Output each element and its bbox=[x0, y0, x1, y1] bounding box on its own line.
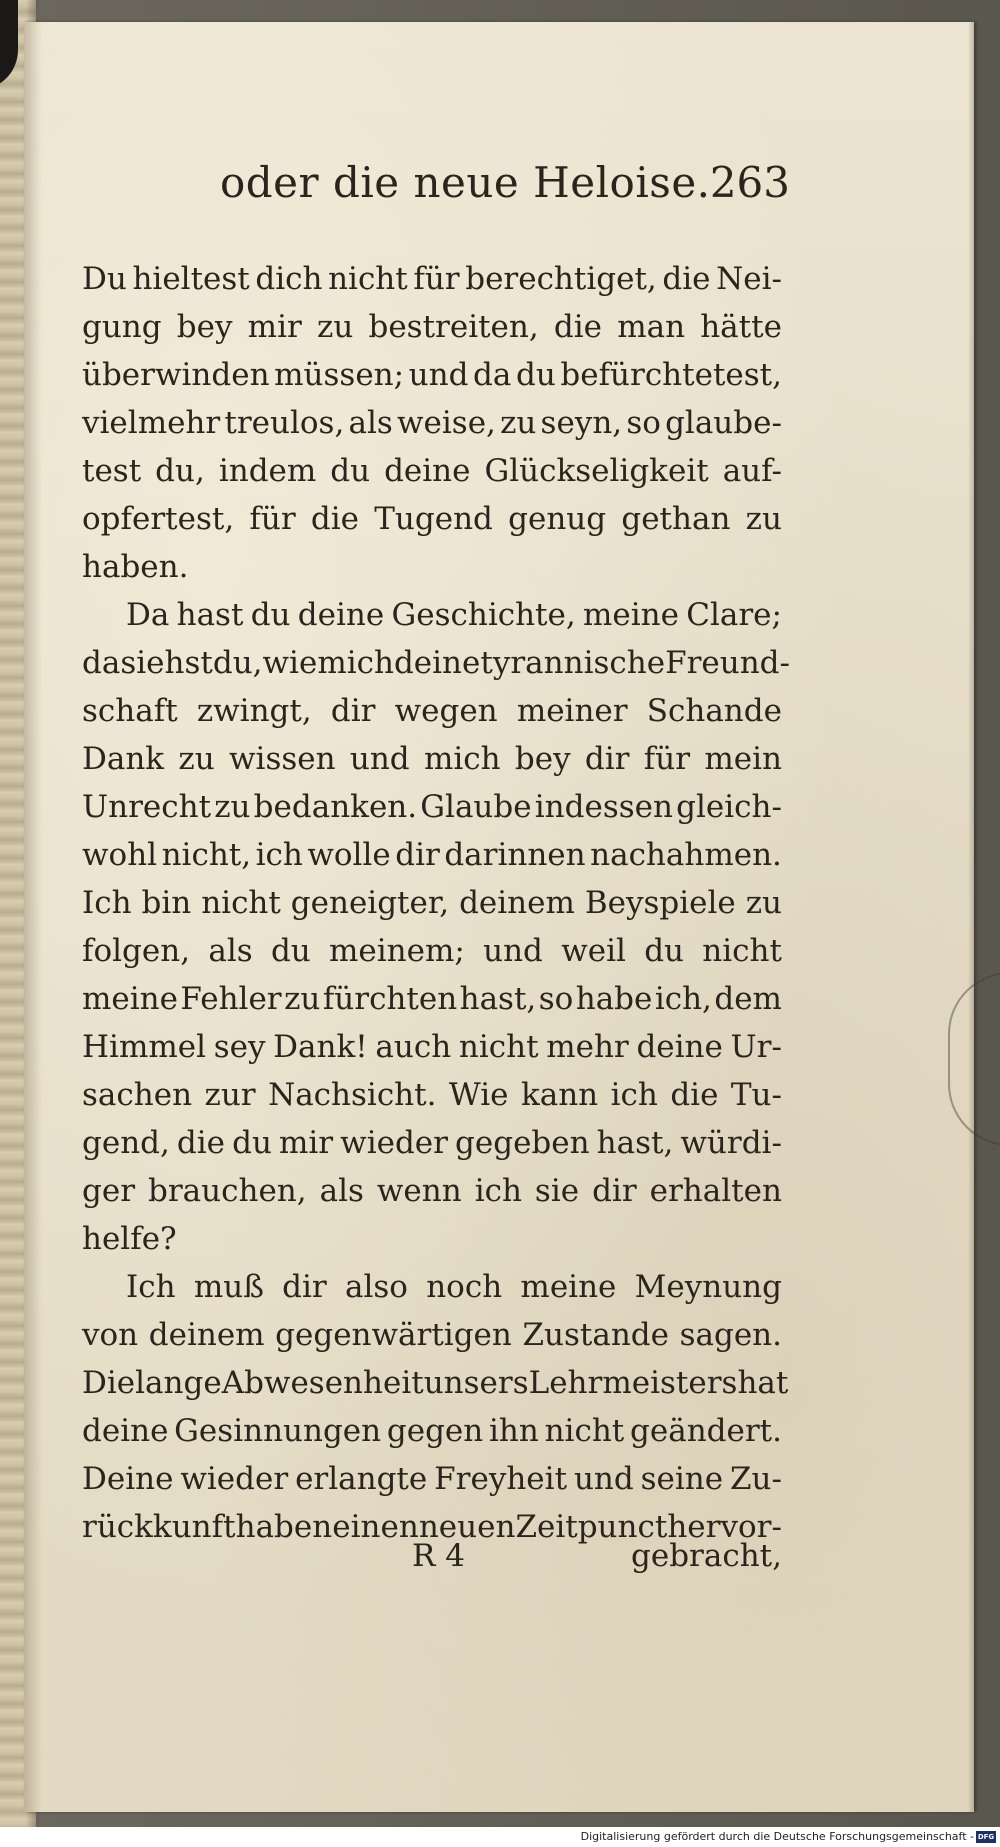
word: hast, bbox=[596, 1125, 674, 1161]
word: Gesinnungen bbox=[174, 1413, 382, 1449]
text-line bbox=[82, 351, 782, 399]
word: lange bbox=[135, 1365, 222, 1401]
word: vielmehr bbox=[82, 405, 221, 441]
text-line bbox=[82, 255, 782, 303]
word: zu bbox=[214, 789, 251, 825]
word: gleich- bbox=[676, 789, 782, 825]
word: wolle bbox=[307, 837, 391, 873]
word: zwingt, bbox=[196, 693, 312, 729]
text-line bbox=[82, 591, 782, 639]
word: Wie bbox=[448, 1077, 509, 1113]
word: haben bbox=[235, 1509, 333, 1545]
word: für bbox=[249, 501, 296, 537]
word: berechtiget, bbox=[465, 261, 657, 297]
word: dir bbox=[330, 693, 376, 729]
word: sie bbox=[534, 1173, 580, 1209]
word: dir bbox=[282, 1269, 327, 1305]
word: ger bbox=[82, 1173, 136, 1209]
word: fürchten bbox=[322, 981, 458, 1017]
text-line bbox=[82, 399, 782, 447]
show-through-mark bbox=[948, 972, 1000, 1146]
word: wieder bbox=[180, 1461, 289, 1497]
word: erhalten bbox=[649, 1173, 782, 1209]
word: und bbox=[483, 933, 543, 969]
word: Dank bbox=[82, 741, 165, 777]
text-line bbox=[82, 639, 791, 687]
word: zur bbox=[204, 1077, 256, 1113]
word: siehst bbox=[120, 645, 213, 681]
word: Zu- bbox=[730, 1461, 782, 1497]
word: Clare; bbox=[686, 597, 782, 633]
word: die bbox=[176, 1125, 226, 1161]
word: bey bbox=[514, 741, 571, 777]
word: bin bbox=[141, 885, 192, 921]
word: mir bbox=[278, 1125, 334, 1161]
word: bey bbox=[176, 309, 233, 345]
word: Schande bbox=[646, 693, 782, 729]
word: wieder bbox=[340, 1125, 448, 1161]
word: Nachsicht. bbox=[268, 1077, 437, 1113]
digitization-credit: Digitalisierung gefördert durch die Deutsche Forschungsgemeinschaft - bbox=[580, 1830, 974, 1843]
word: sagen. bbox=[679, 1317, 782, 1353]
catchword: gebracht, bbox=[631, 1538, 782, 1574]
digitization-credit-bar bbox=[0, 1827, 1000, 1847]
word: hat bbox=[737, 1365, 789, 1401]
word: zu bbox=[745, 501, 782, 537]
word: hervor- bbox=[667, 1509, 782, 1545]
word: Fehler bbox=[180, 981, 282, 1017]
word: meinem; bbox=[329, 933, 465, 969]
word: test bbox=[82, 453, 142, 489]
word: Abwesenheit bbox=[221, 1365, 424, 1401]
word: dir bbox=[584, 741, 630, 777]
page-header bbox=[220, 158, 790, 218]
word: rückkunft bbox=[82, 1509, 236, 1545]
word: du bbox=[330, 453, 371, 489]
word: überwinden bbox=[82, 357, 270, 393]
word: Deine bbox=[82, 1461, 174, 1497]
text-line bbox=[82, 1407, 782, 1455]
word: die bbox=[670, 1077, 719, 1113]
word: befürchtetest, bbox=[560, 357, 782, 393]
word: mir bbox=[247, 309, 302, 345]
text-line bbox=[82, 1263, 782, 1311]
word: dich bbox=[255, 261, 323, 297]
text-line bbox=[82, 1167, 782, 1215]
dfg-logo: DFG bbox=[977, 1833, 995, 1841]
signature-mark: R 4 bbox=[412, 1538, 465, 1574]
word: deine bbox=[82, 1413, 169, 1449]
word: so bbox=[538, 981, 574, 1017]
word: genug bbox=[508, 501, 607, 537]
word: bedanken. bbox=[253, 789, 418, 825]
word: treulos, bbox=[224, 405, 345, 441]
word: ihn bbox=[488, 1413, 539, 1449]
word: wohl bbox=[82, 837, 158, 873]
word: deine bbox=[393, 645, 481, 681]
word: Meynung bbox=[634, 1269, 782, 1305]
word: gung bbox=[82, 309, 162, 345]
word: Du bbox=[82, 261, 127, 297]
word: dem bbox=[714, 981, 782, 1017]
word: zu bbox=[500, 405, 537, 441]
word: du bbox=[250, 597, 291, 633]
word: meine bbox=[520, 1269, 617, 1305]
word: unsers bbox=[423, 1365, 529, 1401]
word: da bbox=[473, 357, 512, 393]
word: nicht bbox=[201, 885, 281, 921]
word: meiner bbox=[516, 693, 628, 729]
word: zu bbox=[316, 309, 354, 345]
word: Freyheit bbox=[434, 1461, 568, 1497]
word: Tugend bbox=[374, 501, 493, 537]
word: zu bbox=[178, 741, 215, 777]
word: und bbox=[408, 357, 469, 393]
word: Zeitpunct bbox=[515, 1509, 668, 1545]
word: Zustande bbox=[522, 1317, 669, 1353]
word: glaube- bbox=[665, 405, 782, 441]
text-line bbox=[82, 735, 782, 783]
word: wissen bbox=[229, 741, 336, 777]
word: nicht bbox=[328, 261, 408, 297]
word: Beyspiele bbox=[584, 885, 736, 921]
text-line bbox=[82, 1359, 789, 1407]
word: Geschichte, bbox=[391, 597, 576, 633]
word: kann bbox=[520, 1077, 599, 1113]
text-line bbox=[82, 447, 782, 495]
word: als bbox=[208, 933, 253, 969]
word: indem bbox=[218, 453, 317, 489]
word: gethan bbox=[621, 501, 731, 537]
word: indessen bbox=[534, 789, 673, 825]
word: Glückseligkeit bbox=[484, 453, 709, 489]
text-line bbox=[82, 831, 782, 879]
word: hätte bbox=[700, 309, 782, 345]
word: also bbox=[344, 1269, 408, 1305]
text-line bbox=[82, 1071, 782, 1119]
word: Freund- bbox=[665, 645, 791, 681]
word: hast, bbox=[459, 981, 537, 1017]
word: Tu- bbox=[730, 1077, 782, 1113]
word: deinem bbox=[148, 1317, 265, 1353]
word: Die bbox=[82, 1365, 136, 1401]
word: nicht bbox=[702, 933, 782, 969]
word: Da bbox=[126, 597, 170, 633]
word: schaft bbox=[82, 693, 178, 729]
word: helfe? bbox=[82, 1221, 177, 1257]
page-edge-shadow bbox=[968, 22, 974, 1812]
word: geändert. bbox=[630, 1413, 782, 1449]
word: du bbox=[515, 357, 556, 393]
running-title: oder die neue Heloise. bbox=[220, 158, 711, 207]
word: müssen; bbox=[274, 357, 405, 393]
word: nicht, bbox=[161, 837, 252, 873]
word: meine bbox=[582, 597, 679, 633]
word: für bbox=[643, 741, 691, 777]
word: deine bbox=[636, 1029, 723, 1065]
text-line bbox=[82, 543, 782, 591]
word: noch bbox=[426, 1269, 503, 1305]
word: Dank! bbox=[273, 1029, 368, 1065]
word: Unrecht bbox=[82, 789, 212, 825]
word: sachen bbox=[82, 1077, 193, 1113]
text-line bbox=[82, 927, 782, 975]
text-line bbox=[82, 783, 782, 831]
word: weil bbox=[561, 933, 626, 969]
word: Ur- bbox=[730, 1029, 782, 1065]
word: Ich bbox=[126, 1269, 176, 1305]
word: einen bbox=[332, 1509, 419, 1545]
word: habe bbox=[575, 981, 653, 1017]
word: deine bbox=[297, 597, 385, 633]
word: dir bbox=[395, 837, 440, 873]
word: du bbox=[270, 933, 311, 969]
text-line bbox=[82, 1119, 782, 1167]
word: von bbox=[82, 1317, 139, 1353]
word: du, bbox=[212, 645, 263, 681]
word: haben. bbox=[82, 549, 189, 585]
word: darinnen bbox=[444, 837, 586, 873]
word: ich bbox=[610, 1077, 658, 1113]
word: nicht bbox=[458, 1029, 539, 1065]
word: zu bbox=[284, 981, 321, 1017]
word: und bbox=[349, 741, 410, 777]
page-footer bbox=[82, 1532, 782, 1582]
text-line bbox=[82, 495, 782, 543]
word: seine bbox=[640, 1461, 724, 1497]
word: mich bbox=[423, 741, 501, 777]
word: weise, bbox=[396, 405, 496, 441]
word: mein bbox=[704, 741, 782, 777]
word: Glaube bbox=[420, 789, 532, 825]
word: geneigter, bbox=[290, 885, 450, 921]
word: für bbox=[413, 261, 460, 297]
page-number: 263 bbox=[709, 158, 790, 207]
word: die bbox=[553, 309, 603, 345]
word: erlangte bbox=[295, 1461, 428, 1497]
word: würdi- bbox=[680, 1125, 782, 1161]
word: neuen bbox=[418, 1509, 516, 1545]
word: muß bbox=[193, 1269, 264, 1305]
word: opfertest, bbox=[82, 501, 235, 537]
word: seyn, bbox=[540, 405, 623, 441]
word: gegenwärtigen bbox=[275, 1317, 512, 1353]
word: bestreiten, bbox=[368, 309, 539, 345]
word: tyrannische bbox=[480, 645, 666, 681]
word: ich bbox=[255, 837, 303, 873]
word: du, bbox=[155, 453, 205, 489]
word: gegen bbox=[386, 1413, 484, 1449]
word: Himmel bbox=[82, 1029, 206, 1065]
word: deinem bbox=[459, 885, 575, 921]
word: man bbox=[617, 309, 686, 345]
word: wenn bbox=[376, 1173, 462, 1209]
word: die bbox=[310, 501, 360, 537]
word: da bbox=[82, 645, 121, 681]
word: gend, bbox=[82, 1125, 170, 1161]
word: mehr bbox=[546, 1029, 629, 1065]
text-line bbox=[82, 1215, 782, 1263]
word: nicht bbox=[544, 1413, 625, 1449]
word: auf- bbox=[722, 453, 782, 489]
text-line bbox=[82, 1311, 782, 1359]
text-line bbox=[82, 1455, 782, 1503]
text-line bbox=[82, 879, 782, 927]
word: als bbox=[319, 1173, 364, 1209]
word: folgen, bbox=[82, 933, 191, 969]
word: Ich bbox=[82, 885, 132, 921]
word: und bbox=[573, 1461, 634, 1497]
word: hast bbox=[176, 597, 244, 633]
word: zu bbox=[745, 885, 782, 921]
word: dir bbox=[592, 1173, 637, 1209]
text-line bbox=[82, 975, 782, 1023]
word: mich bbox=[317, 645, 394, 681]
word: du bbox=[232, 1125, 272, 1161]
word: ich, bbox=[654, 981, 712, 1017]
word: die bbox=[662, 261, 711, 297]
text-line bbox=[82, 1023, 782, 1071]
word: als bbox=[348, 405, 393, 441]
word: sey bbox=[213, 1029, 266, 1065]
word: Lehrmeisters bbox=[528, 1365, 738, 1401]
word: Nei- bbox=[716, 261, 782, 297]
word: hieltest bbox=[132, 261, 250, 297]
word: wie bbox=[262, 645, 318, 681]
body-text bbox=[82, 255, 791, 1551]
word: meine bbox=[82, 981, 178, 1017]
word: wegen bbox=[394, 693, 498, 729]
word: du bbox=[644, 933, 684, 969]
text-line bbox=[82, 303, 782, 351]
word: deine bbox=[384, 453, 471, 489]
word: gegeben bbox=[455, 1125, 590, 1161]
word: ich bbox=[474, 1173, 522, 1209]
word: nachahmen. bbox=[590, 837, 782, 873]
word: so bbox=[626, 405, 661, 441]
text-line bbox=[82, 687, 782, 735]
word: brauchen, bbox=[148, 1173, 307, 1209]
word: auch bbox=[375, 1029, 452, 1065]
